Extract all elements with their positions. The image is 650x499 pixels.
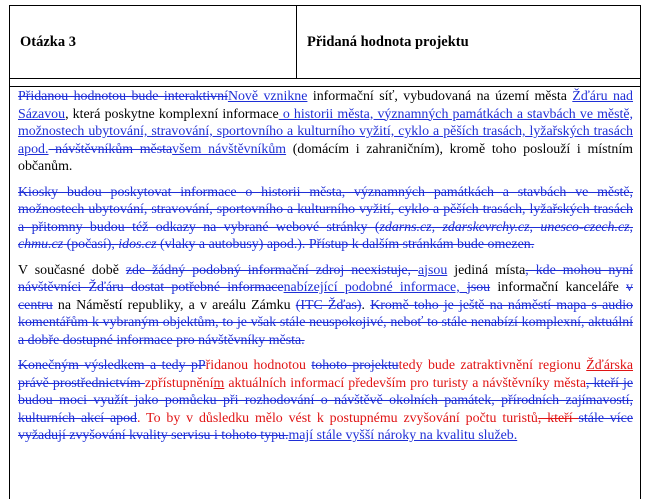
deleted-text: právě prostřednictvím (18, 375, 145, 391)
deleted-link-text: unesco-czech.cz (540, 219, 630, 235)
red-inserted-text: Žďárska (586, 358, 634, 373)
red-text: tedy bude zatraktivnění regionu (398, 358, 587, 373)
red-inserted-text: m (213, 375, 225, 391)
inserted-text: všem návštěvníkům (172, 141, 287, 157)
inserted-text: Nově vznikne (227, 89, 308, 104)
deleted-text: (ITC Žďas) (295, 297, 362, 313)
plain-text: . (361, 297, 371, 313)
plain-text: V současné době (18, 262, 126, 278)
red-text: řidanou hodnotou (205, 358, 312, 373)
plain-text: , která poskytne komplexní informace (65, 106, 279, 122)
header-title-cell: Přidaná hodnota projektu (307, 34, 469, 50)
deleted-text: v centru (18, 280, 633, 313)
deleted-link-text: zdarns.cz, zdarskevrchy.cz (379, 219, 530, 235)
inserted-text: Žďáru nad Sázavou (18, 89, 634, 122)
deleted-text: Kromě toho je ještě na náměstí mapa s audio komentářům k vybraným objektům, to je však stále neuspokojivé, neboť to stále nenabízí komplexní, aktuální a dobře dostupné informace pro návštěvníky města. (18, 297, 633, 348)
header-question-cell: Otázka 3 (10, 6, 297, 78)
deleted-text: (vlaky a autobusy) apod.). Přístup k dalším stránkám bude omezen. (156, 237, 535, 252)
deleted-text: Přidanou hodnotou bude interaktivní (18, 89, 228, 104)
red-text: zpřístupnění (144, 375, 214, 391)
header-spacer-row (10, 79, 640, 87)
answer-table (9, 5, 641, 499)
deleted-text: Konečným výsledkem a tedy pP (18, 358, 206, 373)
paragraph-1 (18, 88, 633, 176)
deleted-text: Kiosky budou poskytovat informace o historii města, významných památkách a stavbách ve městě, možnostech ubytování, stravování, sportovního a kulturního vyžití, cyklo a pěších trasách, lyžařských trasách a přitomny budou též odkazy na vybrané webové stránky ( (18, 184, 633, 235)
plain-text: (domácím i zahraničním), kromě toho poslouží i místním občanům. (18, 141, 633, 174)
plain-text: informační kanceláře (490, 280, 627, 295)
inserted-text: mají stále vyšší nároky na kvalitu služeb. (288, 428, 518, 443)
deleted-text: , kde mohou nyní návštěvníci Žďáru dostat potřebné informace (18, 262, 634, 295)
deleted-text: stále více vyžadují zvyšování kvality servisu i tohoto typu. (18, 410, 633, 443)
red-text: aktuálních informací především pro turisty a návštěvníky města (224, 375, 586, 391)
plain-text: na Náměstí republiky, a v areálu Zámku (52, 297, 296, 313)
deleted-text: (počasí), (63, 237, 119, 252)
paragraph-2 (18, 184, 633, 254)
table-header-row (10, 6, 640, 79)
deleted-text: tohoto projektu (311, 358, 399, 373)
deleted-text: , kteří je budou moci využít jako pomůcku při rozhodování o návštěvě okolních památek, přírodních zajímavostí, kulturních akcí apod (18, 375, 633, 426)
deleted-text: jsou (466, 280, 491, 295)
deleted-text: zde žádný podobný informační zdroj neexistuje, (125, 262, 418, 278)
inserted-text: o historii města, významných památkách a stavbách ve městě, možnostech ubytování, stravování, sportovního a kulturního vyžití, cyklo a pěších trasách, lyžařských trasách apod. (18, 106, 634, 157)
red-text: . To by v důsledku mělo vést k postupnému zvyšování počtu turistů (136, 410, 538, 426)
plain-text: jediná místa (447, 262, 526, 278)
deleted-link-text: idos.cz (118, 237, 157, 252)
inserted-text: ajsou (417, 262, 448, 278)
answer-body (10, 88, 640, 453)
plain-text: informační síť, vybudovaná na území města (307, 89, 573, 104)
paragraph-4 (18, 357, 633, 445)
deleted-link-text: chmu.cz (18, 237, 64, 252)
deleted-text: , (529, 219, 541, 235)
red-deleted-text: , kteří (537, 410, 579, 426)
deleted-text: návštěvníkům města (48, 141, 173, 157)
paragraph-3 (18, 262, 633, 350)
deleted-text: , (629, 219, 633, 235)
inserted-text: nabízející podobné informace, (283, 280, 467, 295)
